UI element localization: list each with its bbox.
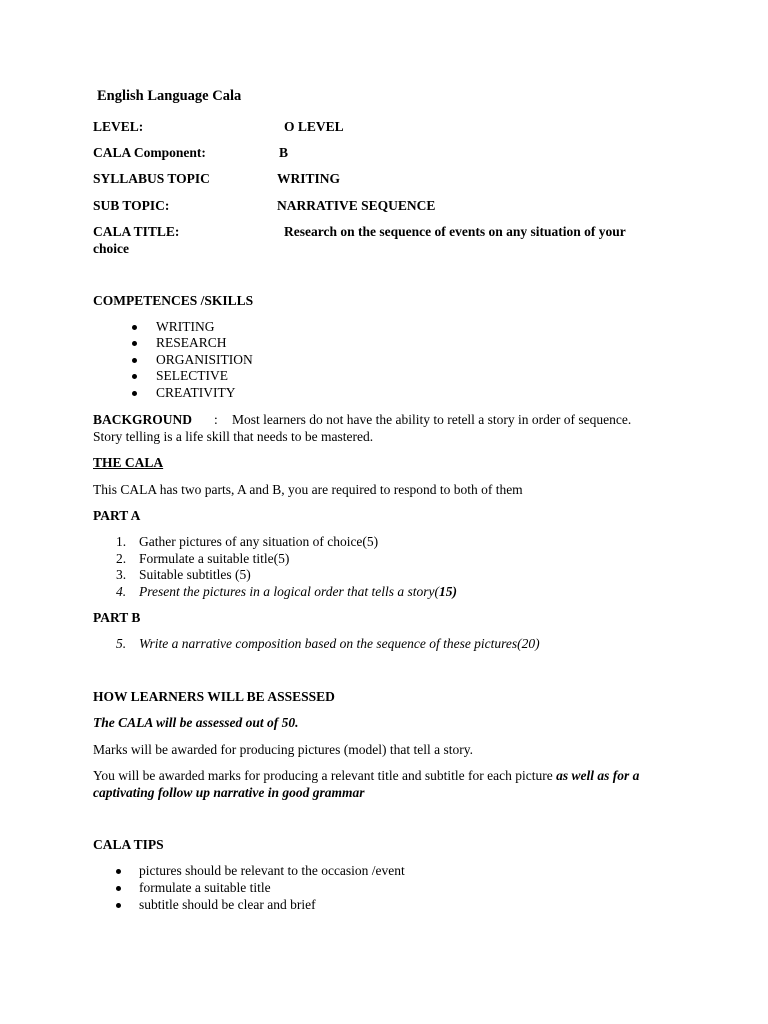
syllabus-topic-value: WRITING — [277, 171, 341, 186]
part-a-item: Gather pictures of any situation of choice(5) — [139, 534, 379, 549]
cala-title-value-continued: choice — [93, 241, 129, 256]
document-title: English Language Cala — [97, 88, 242, 104]
part-b-heading: PART B — [93, 610, 141, 625]
competence-item: SELECTIVE — [156, 368, 228, 383]
the-cala-intro: This CALA has two parts, A and B, you are required to respond to both of them — [93, 482, 523, 497]
sub-topic-value: NARRATIVE SEQUENCE — [277, 198, 436, 213]
competence-item: ORGANISITION — [156, 352, 253, 367]
part-a-item: Formulate a suitable title(5) — [139, 551, 290, 566]
competence-item: RESEARCH — [156, 335, 227, 350]
background-label: BACKGROUND — [93, 412, 193, 427]
list-number: 1. — [116, 534, 127, 549]
tip-item: pictures should be relevant to the occasion /event — [139, 863, 405, 878]
bullet-icon — [132, 374, 137, 379]
assessment-line — [93, 768, 639, 784]
assessment-line-emphasis-continued: captivating follow up narrative in good grammar — [93, 785, 365, 800]
bullet-icon — [116, 903, 121, 908]
bullet-icon — [132, 358, 137, 363]
background-text-continued: Story telling is a life skill that needs to be mastered. — [93, 429, 374, 444]
component-label: CALA Component: — [93, 145, 206, 160]
bullet-icon — [132, 391, 137, 396]
tips-heading: CALA TIPS — [93, 837, 164, 852]
cala-title-value: Research on the sequence of events on any situation of your — [284, 224, 626, 239]
list-number: 5. — [116, 636, 127, 651]
assessment-heading: HOW LEARNERS WILL BE ASSESSED — [93, 689, 335, 704]
sub-topic-label: SUB TOPIC: — [93, 198, 170, 213]
bullet-icon — [132, 341, 137, 346]
part-a-item-marks: 15 — [438, 584, 453, 599]
tip-item: formulate a suitable title — [139, 880, 271, 895]
assessment-line: Marks will be awarded for producing pictures (model) that tell a story. — [93, 742, 474, 757]
cala-title-label: CALA TITLE: — [93, 224, 180, 239]
assessment-line-text: You will be awarded marks for producing a relevant title and subtitle for each picture — [93, 768, 553, 783]
background-text: Most learners do not have the ability to retell a story in order of sequence. — [232, 412, 632, 427]
competence-item: CREATIVITY — [156, 385, 236, 400]
assessment-total: The CALA will be assessed out of 50. — [93, 715, 299, 730]
bullet-icon — [116, 869, 121, 874]
syllabus-topic-label: SYLLABUS TOPIC — [93, 171, 210, 186]
assessment-line-emphasis: as well as for a — [556, 768, 640, 783]
list-number: 4. — [116, 584, 127, 599]
part-a-item: Suitable subtitles (5) — [139, 567, 251, 582]
list-number: 2. — [116, 551, 127, 566]
component-value: B — [279, 145, 289, 160]
part-a-item — [139, 584, 457, 600]
competences-heading: COMPETENCES /SKILLS — [93, 293, 254, 308]
tip-item: subtitle should be clear and brief — [139, 897, 316, 912]
part-a-item-text: Present the pictures in a logical order that tells a story( — [139, 584, 439, 599]
part-a-item-paren: ) — [452, 584, 457, 599]
bullet-icon — [116, 886, 121, 891]
part-b-item: Write a narrative composition based on the sequence of these pictures(20) — [139, 636, 540, 651]
background-colon: : — [214, 412, 218, 427]
bullet-icon — [132, 325, 137, 330]
level-value: O LEVEL — [284, 119, 344, 134]
list-number: 3. — [116, 567, 127, 582]
level-label: LEVEL: — [93, 119, 144, 134]
the-cala-heading: THE CALA — [93, 455, 164, 470]
part-a-heading: PART A — [93, 508, 141, 523]
competence-item: WRITING — [156, 319, 215, 334]
